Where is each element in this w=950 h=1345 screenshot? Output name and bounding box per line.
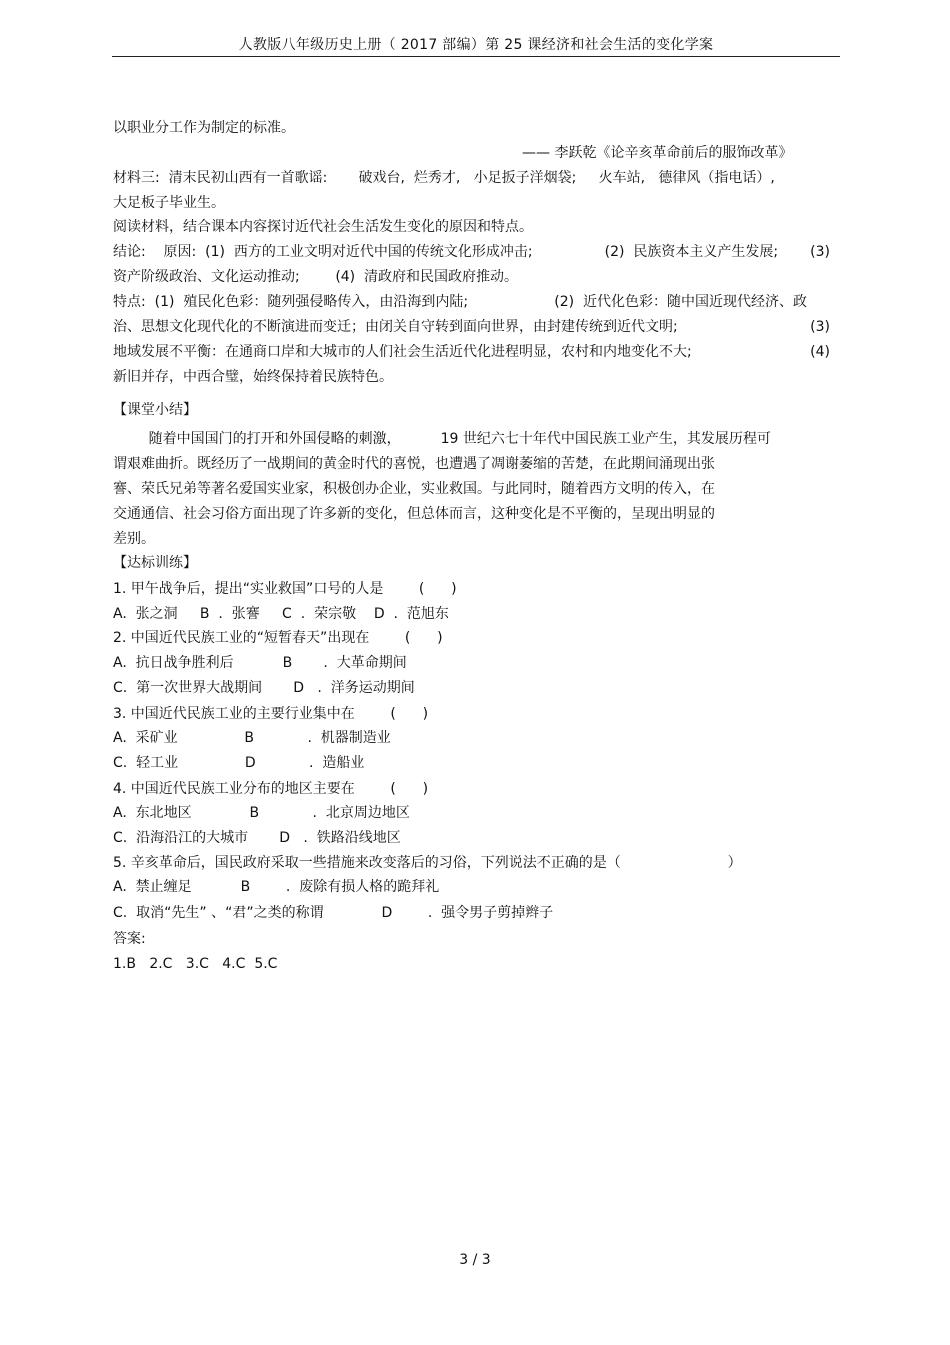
question-1: 1. 甲午战争后，提出“实业救国”口号的人是 ( ): [113, 581, 457, 597]
conclusion-line: 资产阶级政治、文化运动推动; (4) 清政府和民国政府推动。: [113, 269, 519, 285]
material-three-line: 材料三: 清末民初山西有一首歌谣: 破戏台, 烂秀才, 小足扳子洋烟袋; 火车站, 德律风（指电话）,: [113, 170, 775, 186]
summary-paragraph-line: 交通通信、社会习俗方面出现了许多新的变化，但总体而言，这种变化是不平衡的，呈现出明显的: [113, 506, 715, 522]
question-2-options: A. 抗日战争胜利后 B . 大革命期间: [113, 655, 407, 671]
feature-3-num: (3): [810, 319, 830, 335]
features-line: [113, 318, 830, 336]
conclusion-cause-3-num: (3): [810, 244, 830, 260]
features-line: [113, 343, 830, 361]
header-rule: [112, 56, 840, 57]
feature-3: 地域发展不平衡：在通商口岸和大城市的人们社会生活近代化进程明显，农村和内地变化不大;: [113, 344, 692, 360]
features-line: 新旧并存，中西合璧，始终保持着民族特色。: [113, 369, 393, 385]
page-number: 3 / 3: [459, 1252, 491, 1268]
summary-paragraph-line: 随着中国国门的打开和外国侵略的刺激， 19 世纪六七十年代中国民族工业产生，其发展历程可: [113, 431, 771, 447]
exercise-heading: 【达标训练】: [113, 555, 197, 571]
feature-1: 特点: (1) 殖民化色彩：随列强侵略传入，由沿海到内陆;: [113, 294, 469, 310]
conclusion-cause-2: (2) 民族资本主义产生发展;: [604, 244, 779, 260]
conclusion-cause-1: 结论: 原因: (1) 西方的工业文明对近代中国的传统文化形成冲击;: [113, 244, 533, 260]
summary-paragraph-line: 差别。: [113, 531, 155, 547]
question-1-options: A. 张之洞 B . 张謇 C . 荣宗敬 D . 范旭东: [113, 606, 449, 622]
question-4: 4. 中国近代民族工业分布的地区主要在 ( ): [113, 781, 429, 797]
instruction-line: 阅读材料，结合课本内容探讨近代社会生活发生变化的原因和特点。: [113, 219, 533, 235]
question-2: 2. 中国近代民族工业的“短暂春天”出现在 ( ): [113, 630, 443, 646]
citation: —— 李跃乾《论辛亥革命前后的服饰改革》: [522, 145, 793, 161]
question-3-options: A. 采矿业 B . 机器制造业: [113, 730, 391, 746]
material-three-line: 大足板子毕业生。: [113, 195, 225, 211]
question-3: 3. 中国近代民族工业的主要行业集中在 ( ): [113, 706, 429, 722]
question-5-options: A. 禁止缠足 B . 废除有损人格的跪拜礼: [113, 879, 440, 895]
feature-4-num: (4): [810, 344, 830, 360]
question-4-options: C. 沿海沿江的大城市 D . 铁路沿线地区: [113, 830, 401, 846]
feature-2-cont: 治、思想文化现代化的不断演进而变迁；由闭关自守转到面向世界，由封建传统到近代文明;: [113, 319, 678, 335]
answer-key: 1.B 2.C 3.C 4.C 5.C: [113, 956, 278, 972]
question-5-options: C. 取消“先生” 、“君”之类的称谓 D . 强令男子剪掉辫子: [113, 905, 554, 921]
summary-paragraph-line: 謇、荣氏兄弟等著名爱国实业家，积极创办企业，实业救国。与此同时，随着西方文明的传入，在: [113, 481, 715, 497]
question-2-options: C. 第一次世界大战期间 D . 洋务运动期间: [113, 680, 415, 696]
question-4-options: A. 东北地区 B . 北京周边地区: [113, 805, 410, 821]
page-header: 人教版八年级历史上册（ 2017 部编）第 25 课经济和社会生活的变化学案: [238, 37, 714, 53]
text-line: 以职业分工作为制定的标准。: [113, 120, 295, 136]
features-line: [113, 293, 807, 311]
summary-paragraph-line: 谓艰难曲折。既经历了一战期间的黄金时代的喜悦，也遭遇了凋谢萎缩的苦楚，在此期间涌现出张: [113, 456, 715, 472]
conclusion-line: [113, 243, 830, 261]
answer-label: 答案:: [113, 931, 146, 947]
question-5: 5. 辛亥革命后，国民政府采取一些措施来改变落后的习俗，下列说法不正确的是（ ）: [113, 855, 742, 871]
summary-heading: 【课堂小结】: [113, 402, 197, 418]
question-3-options: C. 轻工业 D . 造船业: [113, 755, 365, 771]
feature-2: (2) 近代化色彩：随中国近现代经济、政: [554, 294, 807, 310]
